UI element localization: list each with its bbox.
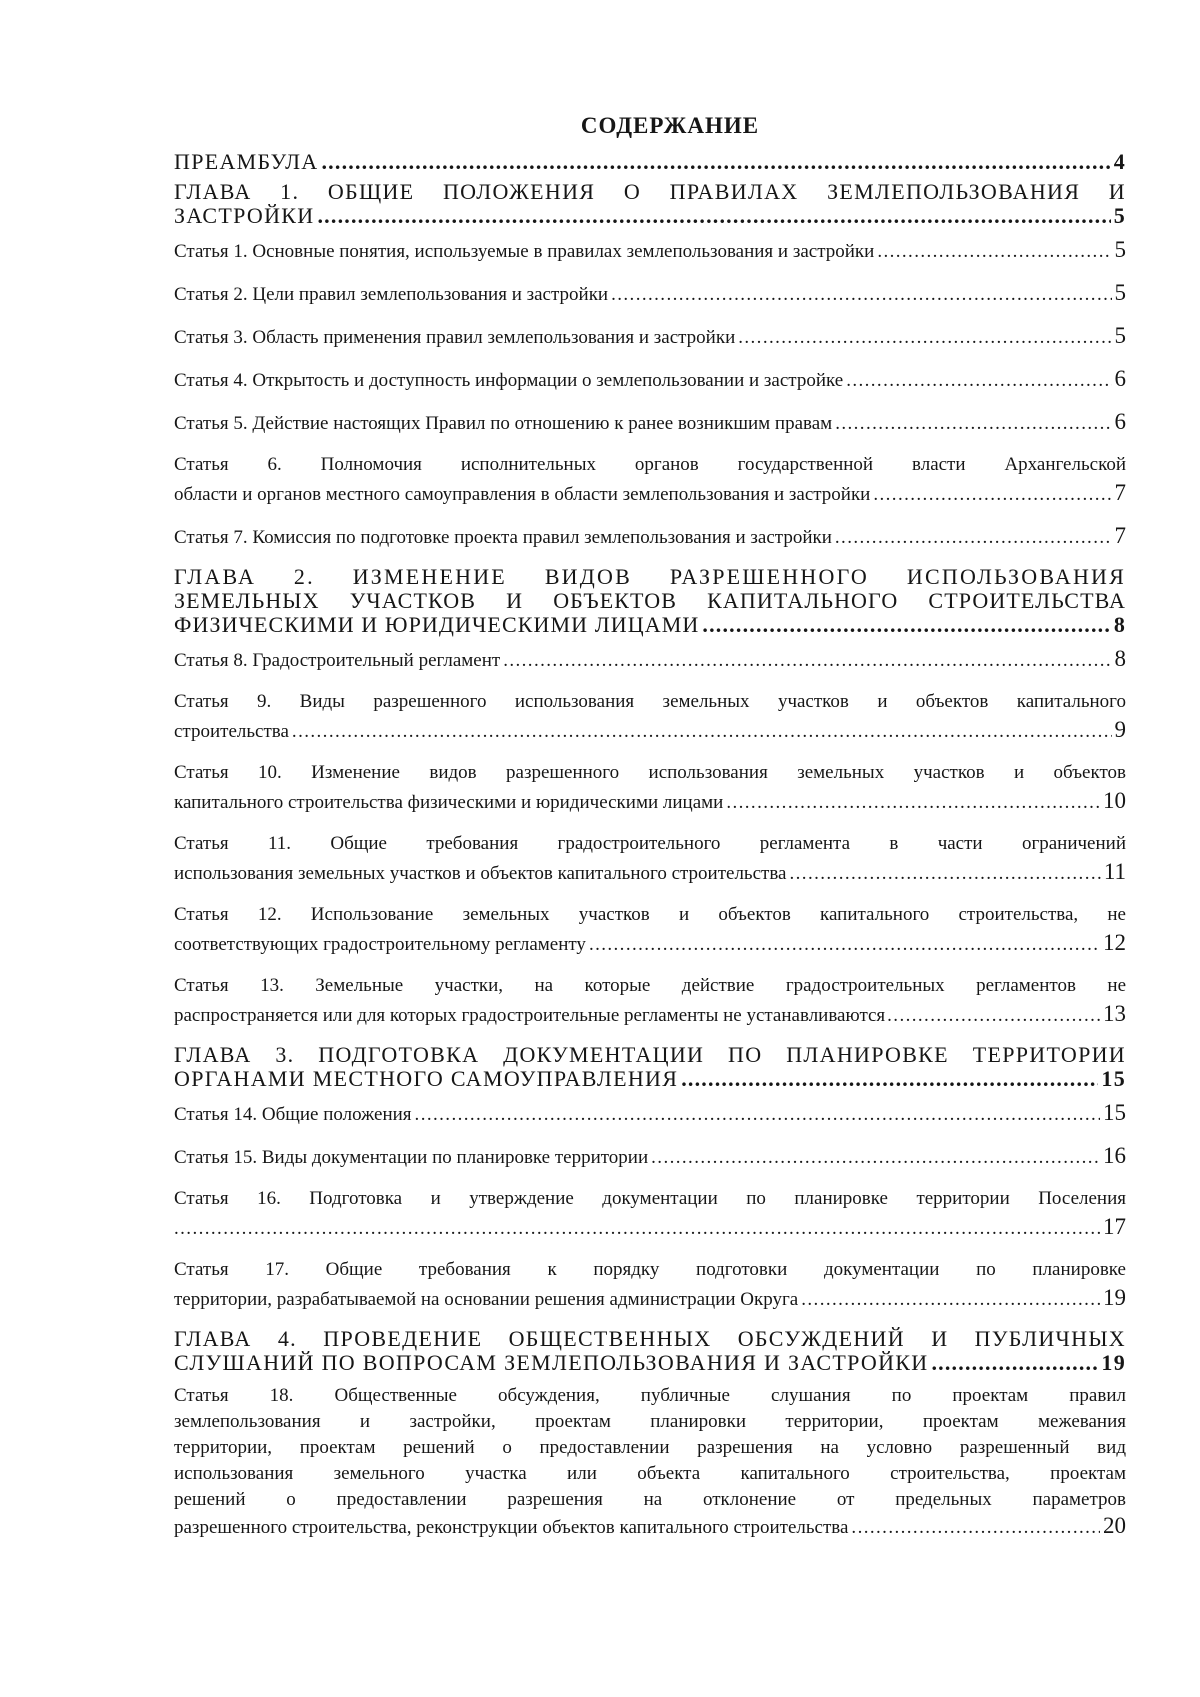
page-number: 16 xyxy=(1103,1143,1126,1168)
dot-leader xyxy=(651,1144,1100,1172)
page-number: 20 xyxy=(1103,1513,1126,1538)
page-number: 5 xyxy=(1114,323,1126,348)
dot-leader xyxy=(877,238,1111,266)
dot-leader xyxy=(801,1286,1100,1314)
dot-leader xyxy=(726,789,1100,817)
entry-label-line-2: распространяется или для которых градостроительные регламенты не устанавливаются xyxy=(174,1005,886,1026)
entry-label-line-2: землепользования и застройки, проектам планировки территории, проектам межевания xyxy=(174,1411,1126,1432)
toc-entry-article-7[interactable] xyxy=(174,522,1126,552)
toc-entry-article-16[interactable] xyxy=(174,1185,1126,1243)
toc-entry-article-3[interactable] xyxy=(174,322,1126,352)
page-number: 8 xyxy=(1114,646,1126,671)
dot-leader xyxy=(931,1351,1098,1375)
entry-label-line-2: строительства xyxy=(174,721,289,742)
entry-label-line-1: ГЛАВА 3. ПОДГОТОВКА ДОКУМЕНТАЦИИ ПО ПЛАНИРОВКЕ ТЕРРИТОРИИ xyxy=(174,1042,1126,1067)
page-number: 5 xyxy=(1114,237,1126,262)
entry-label-line-1: Статья 6. Полномочия исполнительных органов государственной власти Архангельской xyxy=(174,454,1126,475)
toc-entry-article-11[interactable] xyxy=(174,830,1126,888)
entry-label-line-6: разрешенного строительства, реконструкции объектов капитального строительства xyxy=(174,1517,849,1538)
entry-label: Статья 4. Открытость и доступность информации о землепользовании и застройке xyxy=(174,370,844,391)
entry-label: Статья 7. Комиссия по подготовке проекта правил землепользования и застройки xyxy=(174,527,832,548)
entry-label-line-1: Статья 17. Общие требования к порядку подготовки документации по планировке xyxy=(174,1259,1126,1280)
page-number: 13 xyxy=(1103,1001,1126,1026)
toc-entry-article-6[interactable] xyxy=(174,451,1126,509)
entry-label-line-2: СЛУШАНИЙ ПО ВОПРОСАМ ЗЕМЛЕПОЛЬЗОВАНИЯ И ЗАСТРОЙКИ xyxy=(174,1350,929,1375)
dot-leader xyxy=(503,647,1111,675)
entry-label-line-1: Статья 13. Земельные участки, на которые действие градостроительных регламентов не xyxy=(174,975,1126,996)
entry-label: Статья 14. Общие положения xyxy=(174,1104,412,1125)
page-number: 9 xyxy=(1114,717,1126,742)
entry-label-line-2: ОРГАНАМИ МЕСТНОГО САМОУПРАВЛЕНИЯ xyxy=(174,1066,679,1091)
entry-label-line-4: использования земельного участка или объекта капитального строительства, проектам xyxy=(174,1463,1126,1484)
page-number: 10 xyxy=(1103,788,1126,813)
toc-entry-article-14[interactable] xyxy=(174,1099,1126,1129)
entry-label-line-1: Статья 11. Общие требования градостроительного регламента в части ограничений xyxy=(174,833,1126,854)
toc-entry-article-5[interactable] xyxy=(174,408,1126,438)
entry-label: Статья 2. Цели правил землепользования и застройки xyxy=(174,284,609,305)
entry-label-line-1: Статья 12. Использование земельных участков и объектов капитального строительства, не xyxy=(174,904,1126,925)
page-number: 11 xyxy=(1103,859,1126,884)
entry-label-line-2: ЗАСТРОЙКИ xyxy=(174,203,315,228)
dot-leader xyxy=(415,1101,1100,1129)
page-number: 7 xyxy=(1114,523,1126,548)
page-number: 4 xyxy=(1113,149,1126,174)
entry-label-line-2: использования земельных участков и объектов капитального строительства xyxy=(174,863,787,884)
toc-entry-chapter-4[interactable] xyxy=(174,1327,1126,1375)
entry-label-line-1: ГЛАВА 4. ПРОВЕДЕНИЕ ОБЩЕСТВЕННЫХ ОБСУЖДЕНИЙ И ПУБЛИЧНЫХ xyxy=(174,1326,1126,1351)
entry-label-line-2: территории, разрабатываемой на основании решения администрации Округа xyxy=(174,1289,799,1310)
entry-label-line-1: ГЛАВА 2. ИЗМЕНЕНИЕ ВИДОВ РАЗРЕШЕННОГО ИСПОЛЬЗОВАНИЯ xyxy=(174,564,1126,589)
toc-entry-chapter-1[interactable] xyxy=(174,180,1126,228)
page-number: 5 xyxy=(1113,203,1126,228)
entry-label: Статья 5. Действие настоящих Правил по отношению к ранее возникшим правам xyxy=(174,413,833,434)
dot-leader xyxy=(611,281,1111,309)
toc-entry-article-12[interactable] xyxy=(174,901,1126,959)
dot-leader xyxy=(851,1515,1100,1541)
page-number: 15 xyxy=(1101,1066,1126,1091)
toc-entry-article-10[interactable] xyxy=(174,759,1126,817)
page-number: 12 xyxy=(1103,930,1126,955)
page-number: 7 xyxy=(1114,480,1126,505)
entry-label-line-1: Статья 10. Изменение видов разрешенного использования земельных участков и объектов xyxy=(174,762,1126,783)
entry-label-line-5: решений о предоставлении разрешения на отклонение от предельных параметров xyxy=(174,1489,1126,1510)
entry-label-line-3: ФИЗИЧЕСКИМИ И ЮРИДИЧЕСКИМИ ЛИЦАМИ xyxy=(174,612,700,637)
dot-leader xyxy=(702,613,1111,637)
entry-label-line-1: Статья 9. Виды разрешенного использования земельных участков и объектов капитального xyxy=(174,691,1126,712)
page-number: 6 xyxy=(1114,409,1126,434)
dot-leader xyxy=(321,150,1110,174)
toc-entry-preamble[interactable] xyxy=(174,150,1126,174)
dot-leader xyxy=(738,324,1111,352)
entry-label-line-1: Статья 18. Общественные обсуждения, публичные слушания по проектам правил xyxy=(174,1385,1126,1406)
page-number: 8 xyxy=(1113,612,1126,637)
dot-leader xyxy=(589,931,1100,959)
dot-leader xyxy=(873,481,1111,509)
page-title: СОДЕРЖАНИЕ xyxy=(580,113,760,138)
dot-leader xyxy=(887,1002,1101,1030)
dot-leader xyxy=(790,860,1101,888)
entry-label: Статья 8. Градостроительный регламент xyxy=(174,650,501,671)
page-number: 17 xyxy=(1103,1214,1126,1239)
dot-leader xyxy=(317,204,1110,228)
dot-leader xyxy=(835,410,1111,438)
page-number: 19 xyxy=(1103,1285,1126,1310)
toc-entry-article-13[interactable] xyxy=(174,972,1126,1030)
page-number: 15 xyxy=(1103,1100,1126,1125)
dot-leader xyxy=(292,718,1112,746)
toc-entry-article-15[interactable] xyxy=(174,1142,1126,1172)
entry-label-line-1: Статья 16. Подготовка и утверждение документации по планировке территории Поселения xyxy=(174,1188,1126,1209)
toc-entry-article-1[interactable] xyxy=(174,236,1126,266)
dot-leader xyxy=(681,1067,1098,1091)
entry-label-line-3: территории, проектам решений о предоставлении разрешения на условно разрешенный вид xyxy=(174,1437,1126,1458)
toc-entry-article-9[interactable] xyxy=(174,688,1126,746)
toc-entry-article-8[interactable] xyxy=(174,645,1126,675)
entry-label: Статья 3. Область применения правил землепользования и застройки xyxy=(174,327,736,348)
page-number: 6 xyxy=(1114,366,1126,391)
entry-label: Статья 15. Виды документации по планировке территории xyxy=(174,1147,649,1168)
table-of-contents xyxy=(174,112,1126,1554)
entry-label-line-2: ЗЕМЕЛЬНЫХ УЧАСТКОВ И ОБЪЕКТОВ КАПИТАЛЬНОГО СТРОИТЕЛЬСТВА xyxy=(174,588,1126,613)
dot-leader xyxy=(846,367,1111,395)
entry-label-line-1: ГЛАВА 1. ОБЩИЕ ПОЛОЖЕНИЯ О ПРАВИЛАХ ЗЕМЛЕПОЛЬЗОВАНИЯ И xyxy=(174,179,1126,204)
toc-entry-article-17[interactable] xyxy=(174,1256,1126,1314)
entry-label-line-2: капитального строительства физическими и юридическими лицами xyxy=(174,792,724,813)
toc-entry-chapter-2[interactable] xyxy=(174,565,1126,637)
dot-leader xyxy=(835,524,1112,552)
toc-entry-article-4[interactable] xyxy=(174,365,1126,395)
toc-entry-article-2[interactable] xyxy=(174,279,1126,309)
toc-entry-article-18[interactable] xyxy=(174,1383,1126,1541)
entry-label: ПРЕАМБУЛА xyxy=(174,149,319,174)
entry-label-line-2: соответствующих градостроительному регламенту xyxy=(174,934,586,955)
toc-entry-chapter-3[interactable] xyxy=(174,1043,1126,1091)
page-number: 19 xyxy=(1101,1350,1126,1375)
dot-leader xyxy=(174,1215,1100,1243)
page-number: 5 xyxy=(1114,280,1126,305)
entry-label: Статья 1. Основные понятия, используемые в правилах землепользования и застройки xyxy=(174,241,875,262)
entry-label-line-2: области и органов местного самоуправления в области землепользования и застройки xyxy=(174,484,871,505)
